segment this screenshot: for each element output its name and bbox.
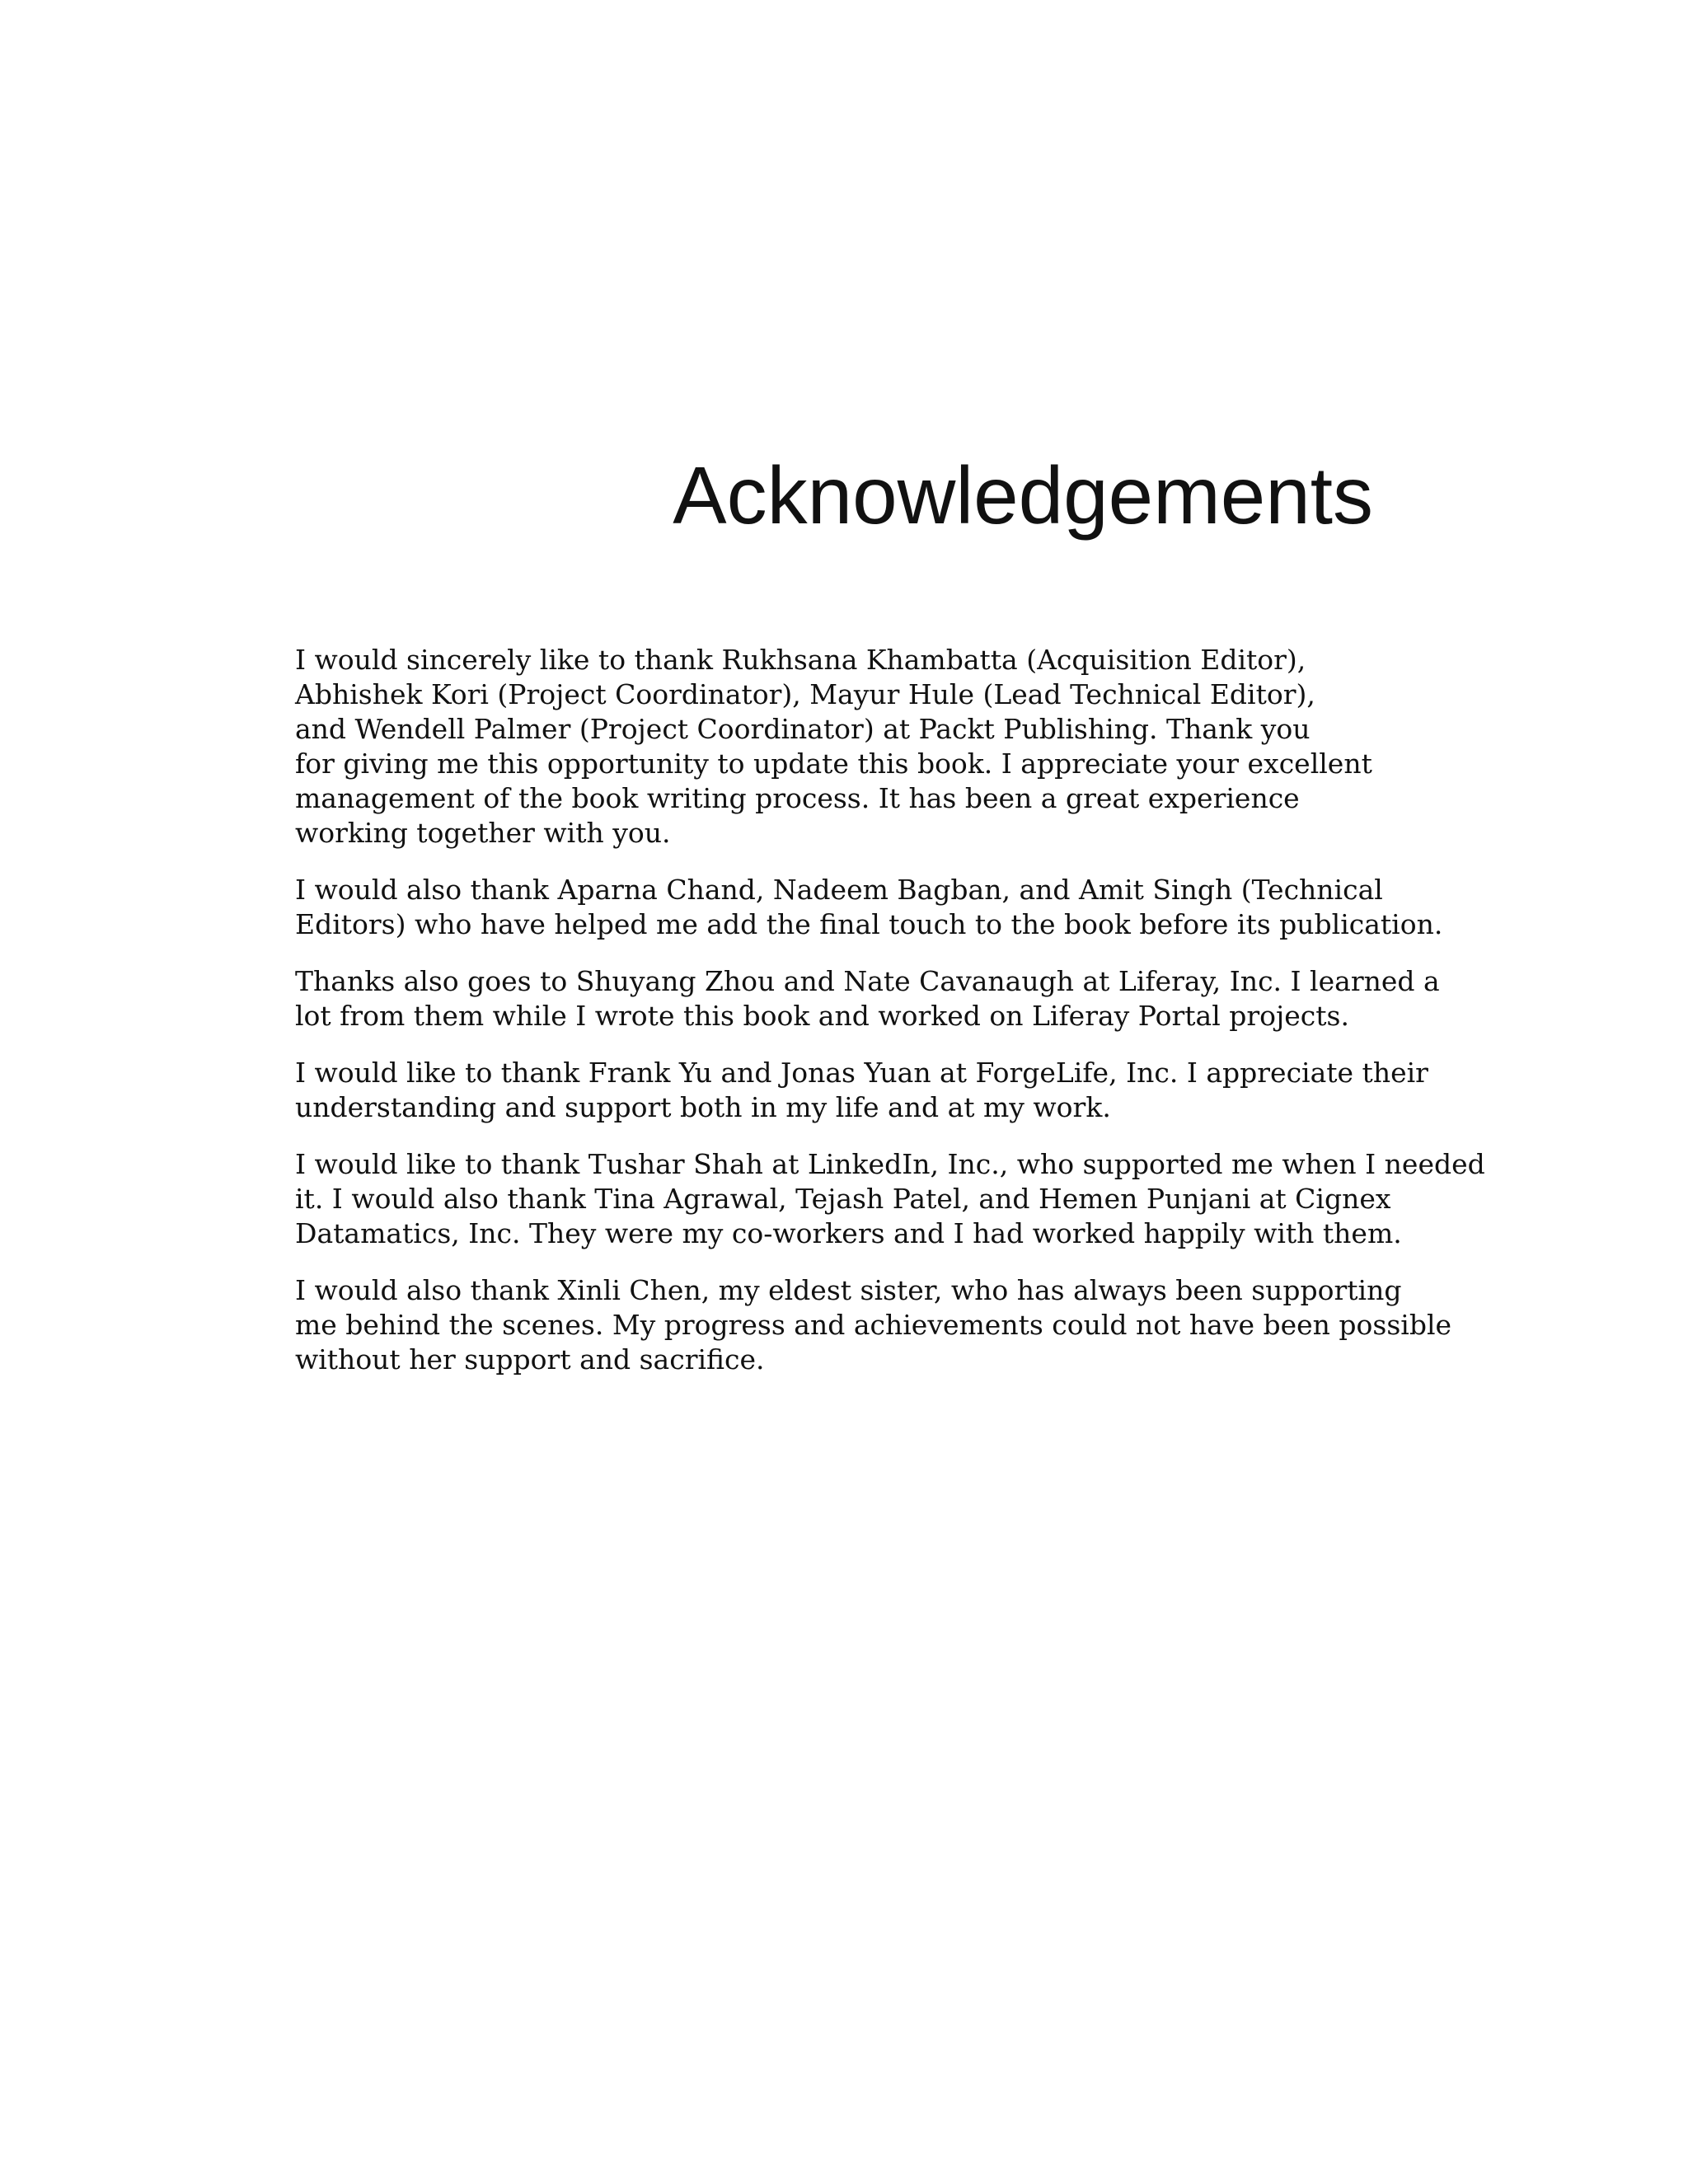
paragraph-line: it. I would also thank Tina Agrawal, Tejash Patel, and Hemen Punjani at Cignex (295, 1183, 1391, 1215)
paragraph-line: Datamatics, Inc. They were my co-workers and I had worked happily with them. (295, 1217, 1402, 1249)
paragraph-line: lot from them while I wrote this book and worked on Liferay Portal projects. (295, 1000, 1349, 1032)
paragraph-line: I would sincerely like to thank Rukhsana Khambatta (Acquisition Editor), (295, 644, 1306, 676)
paragraph-line: Thanks also goes to Shuyang Zhou and Nate Cavanaugh at Liferay, Inc. I learned a (295, 965, 1440, 997)
paragraph-line: working together with you. (295, 817, 671, 849)
paragraph-line: Abhishek Kori (Project Coordinator), Mayur Hule (Lead Technical Editor), (295, 678, 1315, 710)
paragraph-line: management of the book writing process. It has been a great experience (295, 782, 1300, 814)
paragraph-line: I would also thank Aparna Chand, Nadeem Bagban, and Amit Singh (Technical (295, 874, 1383, 906)
paragraph-line: me behind the scenes. My progress and achievements could not have been possible (295, 1309, 1452, 1341)
paragraph-line: I would also thank Xinli Chen, my eldest sister, who has always been supporting (295, 1274, 1402, 1306)
paragraph-line: Editors) who have helped me add the final touch to the book before its publication. (295, 908, 1443, 940)
paragraph-4 (295, 1056, 1428, 1125)
page-title: Acknowledgements (673, 450, 1373, 541)
paragraph-line: understanding and support both in my life and at my work. (295, 1091, 1111, 1123)
paragraph-line: I would like to thank Tushar Shah at LinkedIn, Inc., who supported me when I needed (295, 1148, 1485, 1180)
paragraph-3 (295, 964, 1440, 1033)
paragraph-1 (295, 643, 1383, 851)
paragraph-line: for giving me this opportunity to update this book. I appreciate your excellent (295, 748, 1372, 780)
paragraph-line: without her support and sacrifice. (295, 1343, 765, 1376)
acknowledgements-body (295, 643, 1485, 1399)
paragraph-6 (295, 1273, 1452, 1377)
paragraph-line: and Wendell Palmer (Project Coordinator) at Packt Publishing. Thank you (295, 713, 1311, 745)
paragraph-5 (295, 1147, 1485, 1251)
paragraph-2 (295, 873, 1443, 942)
paragraph-line: I would like to thank Frank Yu and Jonas Yuan at ForgeLife, Inc. I appreciate their (295, 1057, 1428, 1089)
